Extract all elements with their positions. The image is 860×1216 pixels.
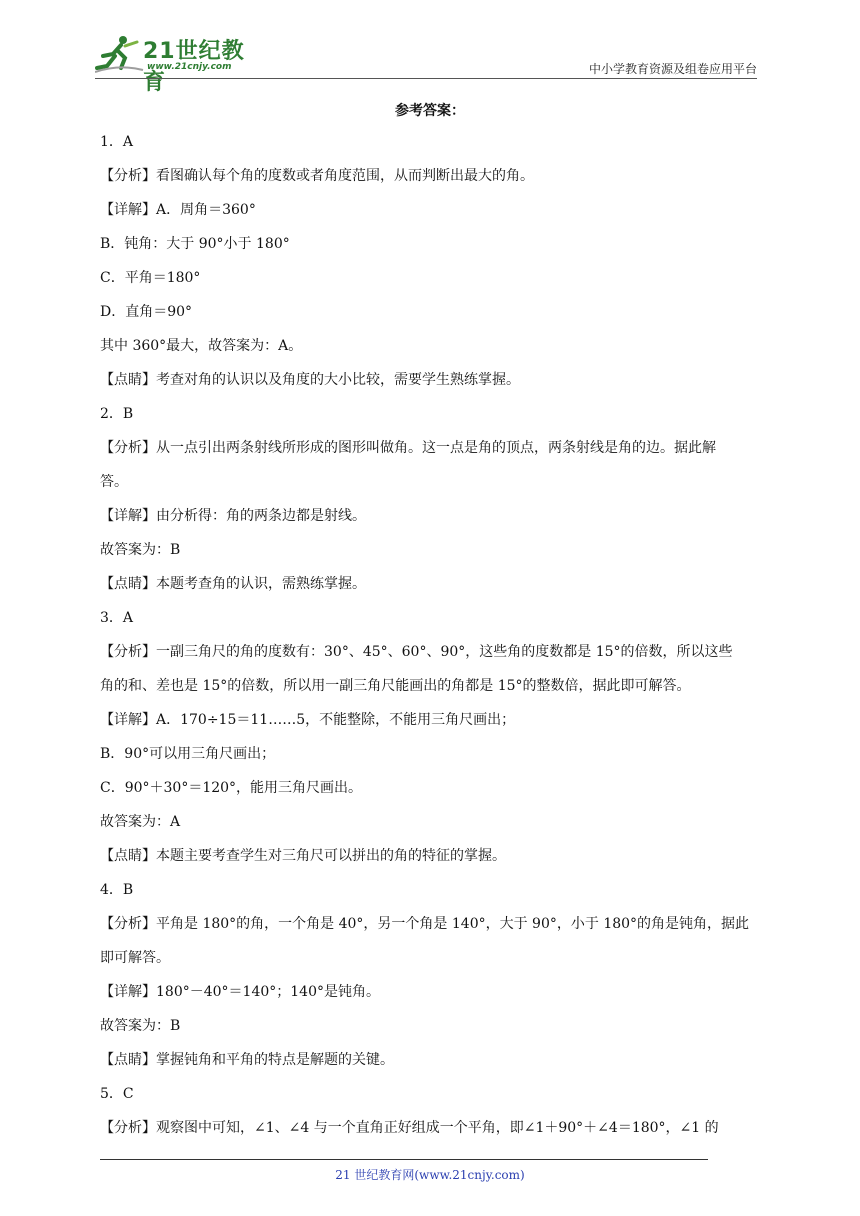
text-line: 【分析】一副三角尺的角的度数有：30°、45°、60°、90°，这些角的度数都是 15°的倍数，所以这些 <box>100 644 733 660</box>
text-line: 【分析】从一点引出两条射线所形成的图形叫做角。这一点是角的顶点，两条射线是角的边。据此解 <box>100 440 716 456</box>
footer-divider <box>100 1159 708 1160</box>
text-line: B．钝角：大于 90°小于 180° <box>100 236 290 252</box>
text-line: 【详解】A．周角＝360° <box>100 202 256 218</box>
text-line: 【点睛】本题主要考查学生对三角尺可以拼出的角的特征的掌握。 <box>100 848 506 864</box>
text-line: 【详解】由分析得：角的两条边都是射线。 <box>100 508 366 524</box>
text-line: B．90°可以用三角尺画出； <box>100 746 276 762</box>
text-line: 角的和、差也是 15°的倍数，所以用一副三角尺能画出的角都是 15°的整数倍，据此即可解答。 <box>100 678 691 694</box>
text-line: 故答案为：A <box>100 814 181 830</box>
text-line: 【详解】A．170÷15＝11……5，不能整除，不能用三角尺画出； <box>100 712 516 728</box>
text-line: 5．C <box>100 1086 134 1102</box>
text-line: 其中 360°最大，故答案为：A。 <box>100 338 303 354</box>
text-line: 【点睛】考查对角的认识以及角度的大小比较，需要学生熟练掌握。 <box>100 372 520 388</box>
text-line: 3．A <box>100 610 134 626</box>
text-line: 【详解】180°－40°＝140°；140°是钝角。 <box>100 984 380 1000</box>
text-line: 2．B <box>100 406 134 422</box>
text-line: 【分析】看图确认每个角的度数或者角度范围，从而判断出最大的角。 <box>100 168 534 184</box>
text-line: 故答案为：B <box>100 1018 181 1034</box>
text-line: 故答案为：B <box>100 542 181 558</box>
text-line: 【点睛】掌握钝角和平角的特点是解题的关键。 <box>100 1052 394 1068</box>
answer-content <box>100 125 760 1145</box>
logo-text: 21世纪教育 <box>143 39 245 95</box>
text-line: 4．B <box>100 882 134 898</box>
platform-name: 中小学教育资源及组卷应用平台 <box>588 62 757 76</box>
text-line: 即可解答。 <box>100 950 170 966</box>
text-line: 【分析】观察图中可知，∠1、∠4 与一个直角正好组成一个平角，即∠1＋90°＋∠4＝180°，∠1 的 <box>100 1120 719 1136</box>
logo <box>95 34 260 95</box>
text-line: D．直角＝90° <box>100 304 193 320</box>
page-header <box>95 28 757 95</box>
text-line: 1．A <box>100 134 134 150</box>
logo-url: www.21cnjy.com <box>147 62 232 72</box>
page-title: 参考答案： <box>395 103 465 119</box>
text-line: C．平角＝180° <box>100 270 201 286</box>
text-line: 【分析】平角是 180°的角，一个角是 40°，另一个角是 140°，大于 90°，小于 180°的角是钝角，据此 <box>100 916 750 932</box>
text-line: C．90°＋30°＝120°，能用三角尺画出。 <box>100 780 363 796</box>
header-divider <box>95 78 757 79</box>
text-line: 【点睛】本题考查角的认识，需熟练掌握。 <box>100 576 366 592</box>
page-footer: 21 世纪教育网(www.21cnjy.com) <box>335 1168 525 1182</box>
runner-logo-icon <box>95 34 145 74</box>
text-line: 答。 <box>100 474 128 490</box>
